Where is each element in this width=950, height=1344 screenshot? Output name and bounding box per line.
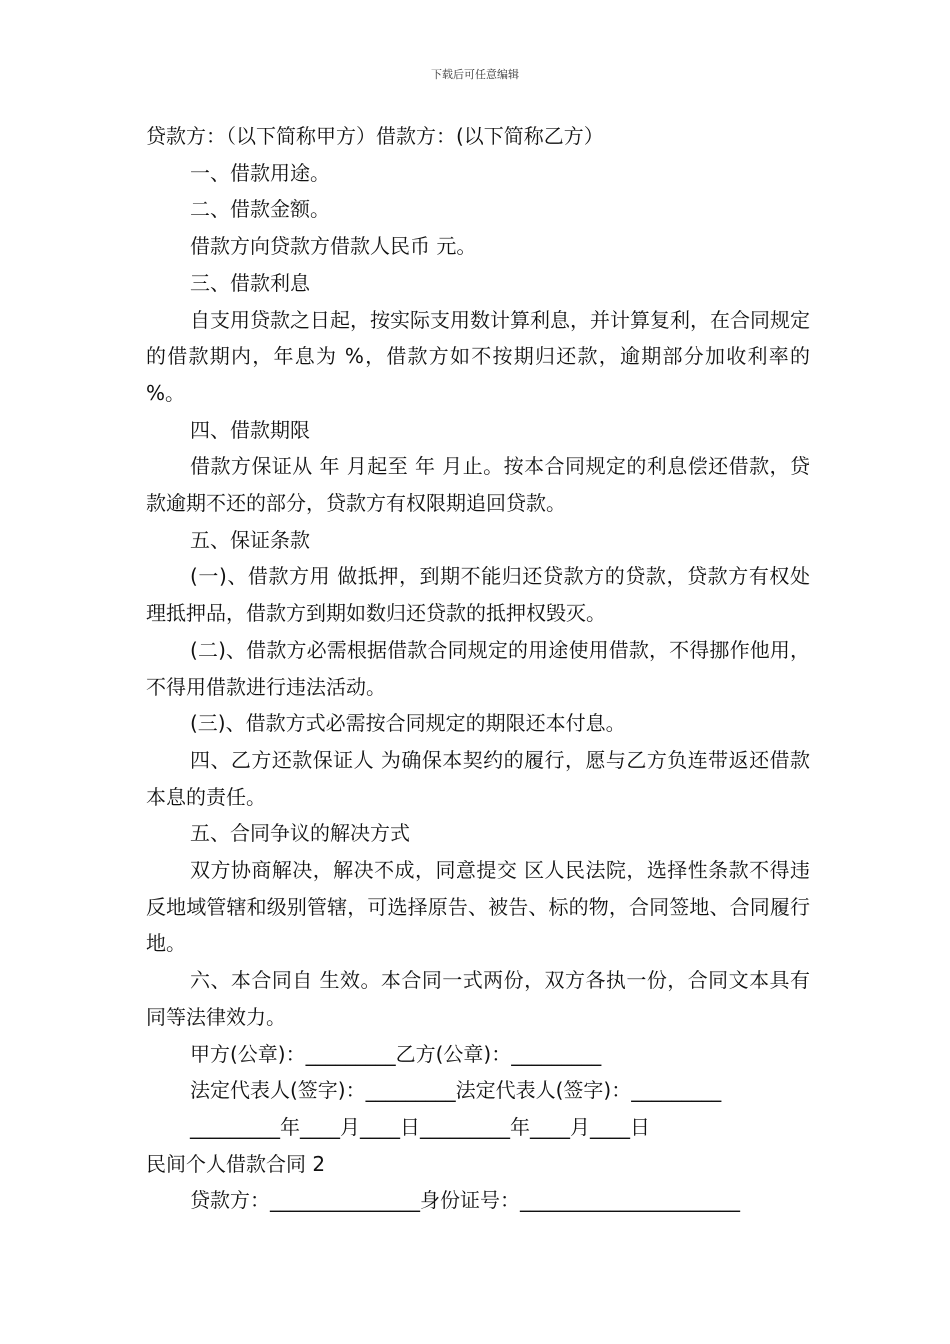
paragraph: 自支用贷款之日起，按实际支用数计算利息，并计算复利，在合同规定的借款期内，年息为 %，借款方如不按期归还款，逾期部分加收利率的 %。 [146,307,817,405]
paragraph: 六、本合同自 生效。本合同一式两份，双方各执一份，合同文本具有同等法律效力。 [146,968,810,1029]
paragraph: 甲方(公章)：_________乙方(公章)：_________ [190,1041,602,1066]
paragraph: 四、借款期限 [190,417,310,442]
paragraph: 五、合同争议的解决方式 [190,821,410,846]
paragraph: _________年____月____日_________年____月____日 [190,1114,650,1139]
paragraph: 借款方向贷款方借款人民币 元。 [190,234,477,259]
paragraph: 三、借款利息 [190,270,310,295]
paragraph: 四、乙方还款保证人 为确保本契约的履行，愿与乙方负连带返还借款本息的责任。 [146,747,810,809]
paragraph: 贷款方：（以下简称甲方）借款方：(以下简称乙方） [146,124,604,148]
paragraph: 二、借款金额。 [190,197,330,222]
paragraph: (三)、借款方式必需按合同规定的期限还本付息。 [190,711,626,736]
paragraph: 民间个人借款合同 2 [146,1151,326,1176]
paragraph: (二)、借款方必需根据借款合同规定的用途使用借款，不得挪作他用，不得用借款进行违法活动。 [146,637,810,699]
paragraph: 借款方保证从 年 月起至 年 月止。按本合同规定的利息偿还借款，贷款逾期不还的部分，贷款方有权限期追回贷款。 [146,454,810,516]
paragraph: 五、保证条款 [190,527,310,552]
paragraph: 一、借款用途。 [190,160,330,185]
paragraph: 贷款方：_______________身份证号：______________________ [190,1188,740,1213]
page-header: 下载后可任意编辑 [431,68,519,81]
paragraph: 双方协商解决，解决不成，同意提交 区人民法院，选择性条款不得违反地域管辖和级别管辖，可选择原告、被告、标的物，合同签地、合同履行地。 [146,858,810,956]
document-body [146,118,817,1219]
paragraph: (一)、借款方用 做抵押，到期不能归还贷款方的贷款，贷款方有权处理抵押品，借款方到期如数归还贷款的抵押权毁灭。 [146,564,810,626]
paragraph: 法定代表人(签字)：_________法定代表人(签字)：_________ [190,1078,722,1103]
